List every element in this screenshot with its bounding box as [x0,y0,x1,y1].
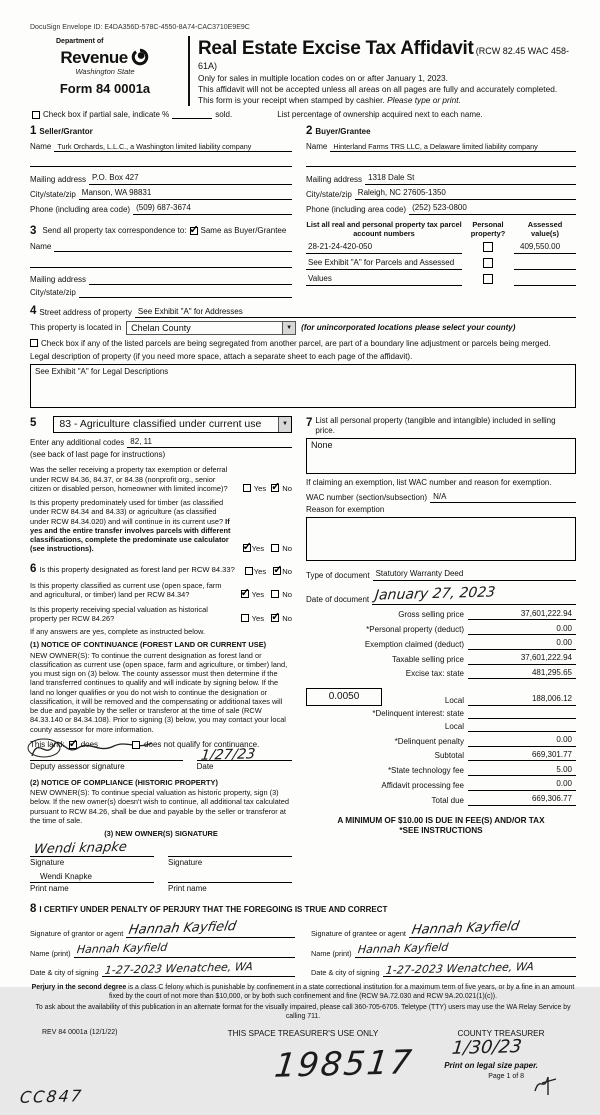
timber-yes-checkbox[interactable] [243,544,251,552]
chevron-down-icon[interactable]: ▼ [282,322,295,334]
grantor-signature-field[interactable] [126,918,295,939]
local-excise-field[interactable]: 188,006.12 [468,694,576,706]
grantor-sig-label: Signature of grantor or agent [30,929,124,939]
deputy-date-line[interactable] [196,746,292,772]
docusign-envelope-id: DocuSign Envelope ID: E4DA356D-578C-4550-8A74-CAC3710E9E9C [30,24,250,31]
personal-property-checkbox[interactable] [483,258,493,268]
assessed-value-col-header: Assessed value(s) [527,219,563,238]
chevron-down-icon[interactable]: ▼ [278,417,291,432]
header-divider [188,36,190,106]
buyer-csz-label: City/state/zip [306,189,352,199]
parcel-row [306,242,576,254]
partial-sale-percent-field[interactable] [172,111,212,119]
owner-signature-line-2[interactable] [168,856,292,868]
buyer-name-field[interactable]: Hinterland Farms TRS LLC, a Delaware limited liability company [330,142,576,153]
treasurer-initials-scribble [532,1071,558,1097]
county-note: (for unincorporated locations please select your county) [301,323,516,333]
seller-phone-field[interactable]: (509) 687-3674 [133,203,292,215]
form-header [30,36,576,106]
corr-name-field[interactable] [54,243,292,252]
grantor-signature-handwriting: Hannah Kayfield [127,918,238,938]
form-number: Form 84 0001a [59,81,151,97]
grantee-print-handwriting: Hannah Kayfield [356,941,449,957]
exemption-question: Was the seller receiving a property tax exemption or deferral under RCW 84.36, 84.37, or 84.38 (nonprofit org., senior citizen or disabled person, homeowner with limited income)? [30,465,228,493]
seller-mailing-label: Mailing address [30,174,87,184]
current-use-yes-checkbox[interactable] [241,590,249,598]
buyer-mailing-field[interactable]: 1318 Dale St [365,173,576,185]
grantor-date-city-label: Date & city of signing [30,967,99,977]
corr-name-label: Name [30,241,52,251]
page-title: Real Estate Excise Tax Affidavit [198,37,474,59]
tax-row-total: Total due 669,306.77 [306,794,576,806]
current-use-question: Is this property classified as current use (open space, farm and agricultural, or timber) land per RCW 84.34? [30,581,222,600]
personal-property-col-header: Personal property? [470,219,506,238]
treasurer-space-label: THIS SPACE TREASURER'S USE ONLY [227,1028,379,1038]
tax-row-delinq-interest-local: Local [306,722,576,732]
notice-compliance-heading: (2) NOTICE OF COMPLIANCE (HISTORIC PROPERTY) [30,777,218,787]
buyer-phone-field[interactable]: (252) 523-0800 [409,203,576,215]
tax-computation [306,609,576,806]
header-note-3: This form is your receipt when stamped by cashier. Please type or print. [198,95,461,106]
doc-type-label: Type of document [306,570,370,580]
delinq-penalty-field[interactable]: 0.00 [468,735,576,747]
current-use-no-checkbox[interactable] [271,590,279,598]
section-6-designations: 6 Is this property designated as forest land per RCW 84.33? Yes ✓ No Is this property classified as current use (open space, farm and agricultural, or timber) land per RCW 84.34? ✓ Yes No Is this property receiving special valuation as historical property per RCW 84.26? Yes ✓ No If any answers are yes, complete as instructed below. (1) NOTICE OF CONTINUANCE (FOREST LAND OR CURRENT USE) NEW OWNER(S): To continue the current designation as forest land or classification as current use (open space, farm and agriculture, or timber) land, you must sign on (3) below. The county assessor must then determine if the land transferred continues to qualify and will indicate by signing below. If the land no longer qualifies or you do not wish to continue the designation or classification, it will be removed and the compensating or additional taxes will be due and payable by the seller or transferor at the time of sale (RCW 84.33.140 or 84.34.108). Prior to signing (3) below, you may contact your local county assessor for more information. This land: ✓ does does not qualify for continuance. Deputy assessor signature 1/27/23 Date (2) NOTICE OF COMPLIANCE (HISTORIC PROPERTY) NEW OWNER(S): To continue special valuation as historic property, sign (3) below. If the new owner(s) doesn't wish to continue, all additional tax calculated pursuant to RCW 84.26, shall be due and payable by the seller or transferor at the time of sale. (3) NEW OWNER(S) SIGNATURE Wendi knapke Signature Signature Wendi Knapke Print name Print name [30,562,292,895]
parcel-number-field[interactable]: 28-21-24-420-050 [306,242,462,254]
forest-yes-checkbox[interactable] [245,567,253,575]
timber-question: Is this property predominately used for timber (as classified under RCW 84.34 and 84.33) or agriculture (as classified under RCW 84.34.020) and will continue in its current use? [30,498,224,526]
grantor-print-handwriting: Hannah Kayfield [75,941,168,957]
revenue-wordmark: Revenue [60,47,128,67]
personal-deduct-field[interactable]: 0.00 [468,624,576,636]
segregated-checkbox[interactable] [30,339,38,347]
timber-question-row: Is this property predominately used for timber (as classified under RCW 84.34 and 84.33) or agriculture (as classified under RCW 84.34.020) and will continue in its current use? If yes and the entire transfer involves parcels with different classifications, complete the predominate use calculator (see instructions). ✓ Yes No [30,498,292,554]
deputy-signature-label: Deputy assessor signature [30,761,125,771]
seller-phone-label: Phone (including area code) [30,204,131,214]
partial-sale-row [32,110,576,120]
parcel-col-header: List all real and personal property tax parcel account numbers [306,219,462,238]
ownership-percentage-note: List percentage of ownership acquired next to each name. [277,109,483,119]
dor-logo-block [30,36,180,106]
seller-name-field[interactable]: Turk Orchards, L.L.C., a Washington limited liability company [54,142,292,153]
signature-label: Signature [168,858,203,868]
exemption-yes-checkbox[interactable] [243,484,251,492]
grantor-print-field[interactable] [74,942,295,957]
legal-description-label: Legal description of property (if you need more space, attach a separate sheet to each page of the affidavit). [30,352,413,362]
land-use-code-select[interactable]: 83 - Agriculture classified under current use ▼ [53,416,292,433]
answers-yes-note: If any answers are yes, complete as instructed below. [30,627,205,637]
page-number: Page 1 of 8 [488,1072,524,1080]
tax-row-state-excise: Excise tax: state 481,295.65 [306,668,576,680]
tax-row-gross: Gross selling price 37,601,222.94 [306,609,576,621]
deputy-signature-line[interactable] [30,760,183,772]
grantor-date-city-field[interactable] [102,959,295,977]
codes-instructions: (see back of last page for instructions) [30,450,166,460]
delinq-interest-local-field[interactable] [468,723,576,732]
wac-number-label: WAC number (section/subsection) [306,493,428,503]
legal-description-field[interactable]: See Exhibit "A" for Legal Descriptions [30,364,576,408]
buyer-phone-label: Phone (including area code) [306,204,407,214]
tax-row-delinq-interest-state: *Delinquent interest: state [306,709,576,719]
page-footer [18,1028,576,1115]
treasurer-date-handwriting: 1/30/23 [450,1035,523,1059]
reason-exemption-label: Reason for exemption [306,505,385,515]
owner-print-name-line-1[interactable] [30,872,154,894]
section-5-use-code: 5 83 - Agriculture classified under current use ▼ Enter any additional codes 82, 11 (see back of last page for instructions) Was the seller receiving a property tax exemption or deferral under RCW 84.36, 84.37, or 84.38 (nonprofit org., senior citizen or disabled person, homeowner with limited income)? Yes ✓ No Is this property predominately used for timber (as classified under RCW 84.34 and 84.33) or agriculture (as classified under RCW 84.34.020) and will continue in its current use? If yes and the entire transfer involves parcels with different classifications, complete the predominate use calculator (see instructions). ✓ Yes No [30,416,292,553]
seller-csz-label: City/state/zip [30,189,76,199]
parcel-row [306,274,576,286]
personal-property-checkbox[interactable] [483,242,493,252]
personal-property-intro: List all personal property (tangible and intangible) included in selling price. [315,416,556,436]
correspondence-label: Send all property tax correspondence to: [42,225,187,235]
tax-row-tech-fee: *State technology fee 5.00 [306,765,576,777]
accessibility-note: To ask about the availability of this publication in an alternate format for the visually impaired, please call 360-705-6705. Teletype (TTY) users may use the WA Relay Service by calling 711. [35,1003,571,1020]
minimum-fee-note: A MINIMUM OF $10.00 IS DUE IN FEE(S) AND/OR TAX [337,815,545,825]
parcel-row [306,258,576,270]
located-in-label: This property is located in [30,323,122,333]
owner-print-name-line-2[interactable] [168,882,292,894]
land-does-checkbox[interactable] [69,741,77,749]
tax-row-delinq-penalty: *Delinquent penalty 0.00 [306,735,576,747]
signature-label: Signature [30,858,65,868]
print-name-label: Print name [168,884,207,894]
corr-mailing-field[interactable] [89,276,292,285]
personal-property-field[interactable]: None [306,438,576,474]
doc-date-handwriting: January 27, 2023 [374,584,497,604]
parcel-table [306,220,576,287]
notice-continuance-heading: (1) NOTICE OF CONTINUANCE (FOREST LAND OR CURRENT USE) [30,640,267,650]
grantee-print-label: Name (print) [311,948,352,958]
additional-codes-label: Enter any additional codes [30,438,125,448]
perjury-note: Perjury in the second degree is a class C felony which is punishable by confinement in a state correctional institution for a maximum term of five years, or by a fine in an amount fixed by the court of not more than $10,000, or by both such confinement and fine (RCW 9A.72.030 and RCW 9A.20.021(1)(c)). [31,983,575,1000]
seller-name-field-2[interactable] [30,158,292,167]
certify-statement: I CERTIFY UNDER PENALTY OF PERJURY THAT THE FOREGOING IS TRUE AND CORRECT [39,904,388,914]
rev-form-number: REV 84 0001a (12/1/22) [42,1028,118,1036]
tax-row-taxable: Taxable selling price 37,601,222.94 [306,653,576,665]
see-instructions-note: *SEE INSTRUCTIONS [399,825,483,835]
buyer-name-label: Name [306,142,328,152]
partial-sale-sold-label: sold. [215,109,233,119]
deputy-date-label: Date [196,761,214,771]
new-owner-signature-heading: (3) NEW OWNER(S) SIGNATURE [104,829,218,839]
land-does-not-label: does not qualify for continuance. [144,739,260,749]
buyer-name-field-2[interactable] [306,158,576,167]
notice-compliance-text: NEW OWNER(S): To continue special valuation as historic property, sign (3) below. If the new owner(s) doesn't wish to continue, all additional tax calculated pursuant to RCW 84.26, shall be due and payable by the seller or transferor at the time of sale. [30,788,290,825]
county-select[interactable]: Chelan County ▼ [126,321,296,335]
delinq-interest-state-field[interactable] [468,710,576,719]
exemption-question-row: Was the seller receiving a property tax exemption or deferral under RCW 84.36, 84.37, or 84.38 (nonprofit org., senior citizen or disabled person, homeowner with limited income)? Yes ✓ No [30,465,292,493]
additional-codes-field[interactable]: 82, 11 [127,437,292,449]
section-2-buyer: 2 Buyer/Grantee Name Hinterland Farms TRS LLC, a Delaware limited liability company Mailing address 1318 Dale St City/state/zip Raleigh, NC 27605-1350 Phone (including area code) (252) 523-0800 [306,124,576,215]
reason-exemption-field[interactable] [306,517,576,561]
personal-property-checkbox[interactable] [483,274,493,284]
corner-code-handwriting: CC847 [18,1086,85,1107]
washington-state-label: Washington State [75,66,135,76]
buyer-title: Buyer/Grantee [315,126,371,136]
land-does-label: does [80,739,99,749]
corr-csz-field[interactable] [79,289,292,298]
grantee-signature-field[interactable] [409,918,576,939]
legal-size-note: Print on legal size paper. [444,1060,538,1070]
header-note-2: This affidavit will not be accepted unless all areas on all pages are fully and accurately completed. [198,84,558,95]
grantee-sig-label: Signature of grantee or agent [311,929,406,939]
grantee-date-city-handwriting: 1-27-2023 Wenatchee, WA [384,959,535,977]
tax-row-local: 0.0050 Local 188,006.12 [306,688,576,706]
grantor-date-city-handwriting: 1-27-2023 Wenatchee, WA [103,959,254,977]
seller-name-label: Name [30,142,52,152]
state-excise-field[interactable]: 481,295.65 [468,668,576,680]
historic-yes-checkbox[interactable] [241,614,249,622]
exemption-claim-note: If claiming an exemption, list WAC number and reason for exemption. [306,478,552,488]
same-as-buyer-label: Same as Buyer/Grantee [200,225,287,235]
tech-fee-field[interactable]: 5.00 [468,765,576,777]
doc-date-field[interactable] [372,586,576,605]
grantee-print-field[interactable] [355,942,576,957]
partial-sale-label: Check box if partial sale, indicate % [43,109,170,119]
grantor-signature-block [30,917,295,977]
parcel-number-field[interactable]: See Exhibit "A" for Parcels and Assessed [306,258,462,270]
same-as-buyer-checkbox[interactable] [190,227,198,235]
county-treasurer-label: COUNTY TREASURER [457,1028,545,1038]
section-3-correspondence: 3 Send all property tax correspondence to: ✓ Same as Buyer/Grantee Name Mailing address City/state/zip [30,224,292,298]
tax-row-exemption: Exemption claimed (deduct) 0.00 [306,638,576,650]
section-4-property: 4 Street address of property See Exhibit "A" for Addresses This property is located in Chelan County ▼ (for unincorporated locations please select your county) Check box if any of the listed parcels are being segregated from another parcel, are part of a boundary line adjustment or parcels being merged. Legal description of property (if you need more space, attach a separate sheet to each page of the affidavit). See Exhibit "A" for Legal Descriptions [30,304,576,408]
timber-no-checkbox[interactable] [271,544,279,552]
segregated-label: Check box if any of the listed parcels are being segregated from another parcel, are part of a boundary line adjustment or parcels being merged. [41,339,551,349]
buyer-mailing-label: Mailing address [306,174,363,184]
exemption-no-checkbox[interactable] [271,484,279,492]
grantor-print-label: Name (print) [30,948,71,958]
treasurer-receipt-number-handwriting: 198517 [272,1042,416,1085]
rcw-reference: (RCW 82.45 WAC 458-61A) [198,45,569,71]
dor-swirl-logo-icon [130,48,150,66]
processing-fee-field[interactable]: 0.00 [468,779,576,791]
parcel-number-field[interactable]: Values [306,274,462,286]
tax-row-personal: *Personal property (deduct) 0.00 [306,624,576,636]
assessed-value-field[interactable] [514,261,576,270]
forest-no-checkbox[interactable] [273,567,281,575]
total-due-field[interactable]: 669,306.77 [468,794,576,806]
buyer-csz-field[interactable]: Raleigh, NC 27605-1350 [355,188,576,200]
dept-of-label: Department of [56,37,104,45]
grantee-date-city-label: Date & city of signing [311,967,380,977]
assessed-value-field[interactable]: 409,550.00 [514,242,576,254]
historic-no-checkbox[interactable] [271,614,279,622]
tax-row-subtotal: Subtotal 669,301.77 [306,750,576,762]
corr-mailing-label: Mailing address [30,274,87,284]
land-does-not-checkbox[interactable] [132,741,140,749]
tax-row-processing-fee: Affidavit processing fee 0.00 [306,779,576,791]
section-8-certification: 8 I CERTIFY UNDER PENALTY OF PERJURY THAT THE FOREGOING IS TRUE AND CORRECT Signature of grantor or agent Hannah Kayfield Name (print) Hannah Kayfield Date & city of signing 1-27-2023 Wenatchee, WA Signature of grantee or agent Hannah Kayfield Name (print) Hannah Kayfield Date & city of signing 1-27-2023 Wenatchee, WA [30,902,576,977]
seller-title: Seller/Grantor [39,126,93,136]
wac-number-field[interactable]: N/A [430,492,576,504]
forest-land-question: Is this property designated as forest land per RCW 84.33? [39,564,235,574]
timber-question-bold: If yes and the entire transfer involves parcels with different classifications, complete the predominate use calculator (see instructions). [30,516,231,554]
header-note-1: Only for sales in multiple location codes on or after January 1, 2023. [198,72,448,83]
this-land-label: This land: [30,739,65,749]
corr-extra-field[interactable] [30,259,292,268]
owner-signature-handwriting: Wendi knapke [33,840,128,858]
deputy-date-handwriting: 1/27/23 [199,746,256,764]
corr-csz-label: City/state/zip [30,288,76,298]
grantee-signature-block [311,917,576,977]
owner-signature-line-1[interactable] [30,840,154,868]
section-1-seller: 1 Seller/Grantor Name Turk Orchards, L.L.C., a Washington limited liability company Mailing address P.O. Box 427 City/state/zip Manson, WA 98831 Phone (including area code) (509) 687-3674 [30,124,292,215]
grantee-signature-handwriting: Hannah Kayfield [410,918,521,938]
seller-mailing-field[interactable]: P.O. Box 427 [89,173,292,185]
local-rate-field[interactable]: 0.0050 [306,688,382,706]
section-7-personal-property: 7 List all personal property (tangible and intangible) included in selling price. None If claiming an exemption, list WAC number and reason for exemption. WAC number (section/subsection) N/A Reason for exemption [306,416,576,561]
gross-selling-price-field[interactable]: 37,601,222.94 [468,609,576,621]
doc-date-label: Date of document [306,594,370,604]
taxable-price-field[interactable]: 37,601,222.94 [468,653,576,665]
print-name-label: Print name [30,884,69,894]
doc-type-field[interactable]: Statutory Warranty Deed [373,569,576,581]
assessed-value-field[interactable] [514,277,576,286]
notice-continuance-text: NEW OWNER(S): To continue the current designation as forest land or classification as current use (open space, farm and agriculture, or timber) land, you must sign on (3) below. The county assessor must then determine if the land transferred continues to qualify and will indicate by signing below. If the land no longer qualifies or you do not wish to continue the designation or classification, it will be removed and the compensating or additional taxes will be due and payable by the seller or transferor at the time of sale (RCW 84.33.140 or 84.34.108). Prior to signing (3) below, you may contact your local county assessor for more information. [30,650,288,734]
partial-sale-checkbox[interactable] [32,111,40,119]
street-address-label: Street address of property [39,308,132,318]
historic-question: Is this property receiving special valuation as historical property per RCW 84.26? [30,604,208,623]
exemption-deduct-field[interactable]: 0.00 [468,638,576,650]
subtotal-field[interactable]: 669,301.77 [468,750,576,762]
seller-csz-field[interactable]: Manson, WA 98831 [79,188,292,200]
street-address-field[interactable]: See Exhibit "A" for Addresses [135,307,576,319]
grantee-date-city-field[interactable] [383,959,576,977]
owner-print-name-value: Wendi Knapke [40,872,92,882]
